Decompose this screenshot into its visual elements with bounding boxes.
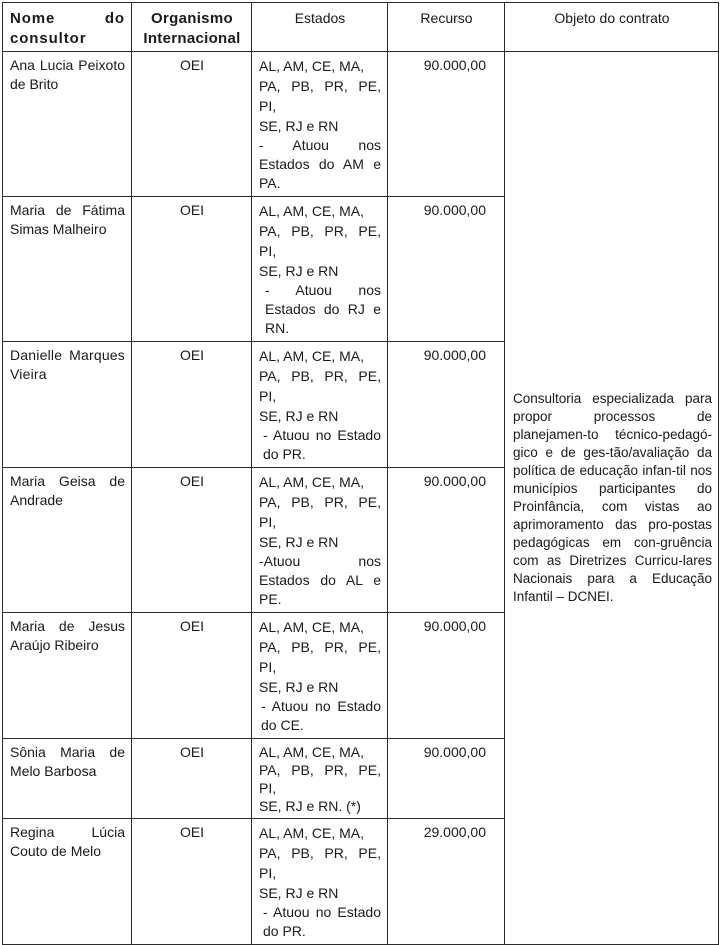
organization-cell: OEI [132,342,252,468]
organization-cell: OEI [132,52,252,197]
states-line: SE, RJ e RN [259,408,339,424]
states-line: AL, AM, CE, MA, [259,58,365,74]
states-line: AL, AM, CE, MA, [259,348,365,364]
states-line: PA, PB, PR, PE, PI, [259,494,381,530]
states-line: SE, RJ e RN [259,118,339,134]
table-row [3,52,719,197]
contract-object-cell: Consultoria especializada para propor processos de planejamen-to técnico-pedagó-gico e de ges-tão/avaliação da política de educação infan-til nos municípios participantes do Proinfância, com vistas ao aprimoramento das pro-postas pedagógicas em con-gruência com as Diretrizes Curricu-lares Nacionais para a Educação Infantil – DCNEI. [505,52,719,945]
states-note: - Atuou no Estado do PR. [263,427,381,462]
header-resource: Recurso [388,3,505,52]
resource-amount: 29.000,00 [388,819,505,945]
states-cell [252,197,388,342]
consultant-name: Sônia Maria de Melo Barbosa [3,739,132,819]
resource-amount: 90.000,00 [388,739,505,819]
header-row [3,3,719,52]
states-note: - Atuou no Estado do PR. [263,904,381,939]
organization-cell: OEI [132,819,252,945]
states-cell [252,468,388,613]
header-consultant-name: Nome do consultor [3,3,132,52]
states-line: AL, AM, CE, MA, [259,474,365,490]
organization-cell: OEI [132,197,252,342]
resource-amount: 90.000,00 [388,52,505,197]
organization-cell: OEI [132,468,252,613]
states-note: - Atuou nos Estados do AM e PA. [259,137,381,191]
consultant-table-page [2,2,718,945]
states-note: - Atuou no Estado do CE. [261,698,381,733]
resource-amount: 90.000,00 [388,468,505,613]
organization-cell: OEI [132,613,252,739]
organization-cell: OEI [132,739,252,819]
states-line: PA, PB, PR, PE, PI, [259,845,381,881]
states-cell [252,342,388,468]
states-line: PA, PB, PR, PE, PI, [259,223,381,259]
states-line: PA, PB, PR, PE, PI, [259,639,381,675]
states-note: -Atuou nos Estados do AL e PE. [259,553,381,607]
states-line: PA, PB, PR, PE, PI, [259,78,381,114]
states-line: PA, PB, PR, PE, PI, [259,368,381,404]
consultant-name: Maria de Jesus Araújo Ribeiro [3,613,132,739]
states-line: PA, PB, PR, PE, PI, [259,762,381,796]
consultant-name: Maria Geisa de Andrade [3,468,132,613]
states-line: SE, RJ e RN [259,263,339,279]
states-cell [252,52,388,197]
states-line: AL, AM, CE, MA, [259,619,365,635]
header-states: Estados [252,3,388,52]
header-international-organization: Organismo Internacional [132,3,252,52]
states-line: AL, AM, CE, MA, [259,744,365,760]
states-line: SE, RJ e RN. (*) [259,798,361,814]
resource-amount: 90.000,00 [388,197,505,342]
states-cell [252,613,388,739]
consultant-name: Danielle Marques Vieira [3,342,132,468]
consultant-name: Ana Lucia Peixoto de Brito [3,52,132,197]
consultant-name: Maria de Fátima Simas Malheiro [3,197,132,342]
states-cell [252,819,388,945]
consultant-name: Regina Lúcia Couto de Melo [3,819,132,945]
states-line: SE, RJ e RN [259,534,339,550]
resource-amount: 90.000,00 [388,342,505,468]
states-line: AL, AM, CE, MA, [259,825,365,841]
states-cell [252,739,388,819]
header-contract-object: Objeto do contrato [505,3,719,52]
states-note: - Atuou nos Estados do RJ e RN. [265,282,381,336]
resource-amount: 90.000,00 [388,613,505,739]
consultant-table [2,2,719,945]
states-line: SE, RJ e RN [259,679,339,695]
states-line: SE, RJ e RN [259,885,339,901]
states-line: AL, AM, CE, MA, [259,203,365,219]
